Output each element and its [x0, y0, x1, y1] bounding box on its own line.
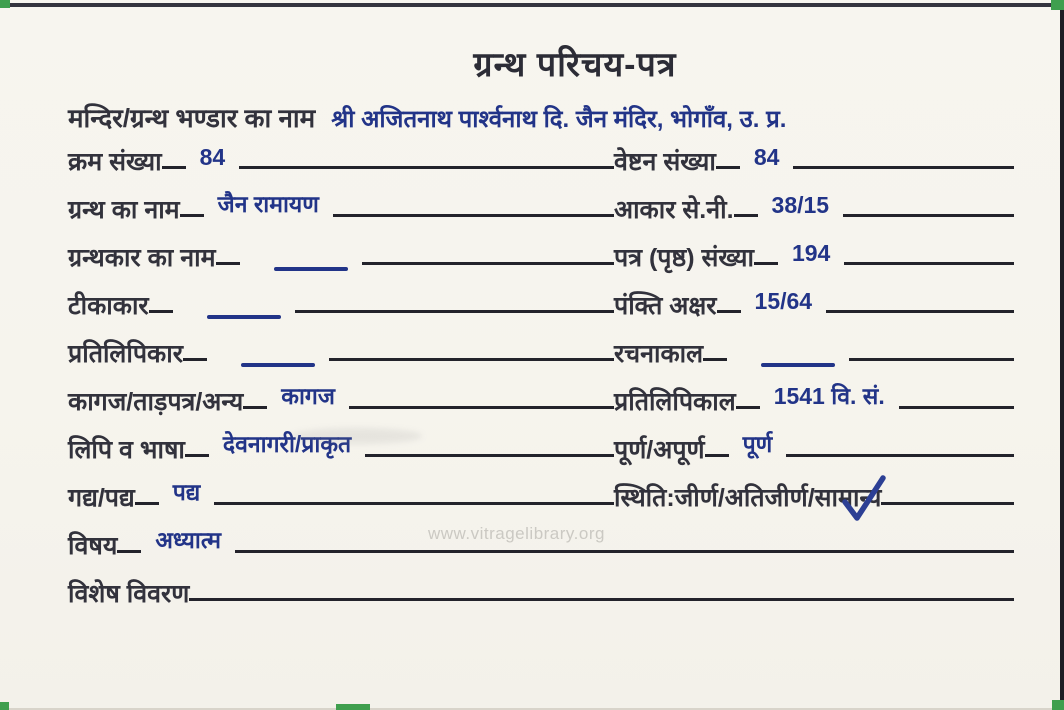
- rule-line: [881, 502, 1014, 505]
- scan-artifact-green: [0, 0, 10, 8]
- field-label: वेष्टन संख्या: [614, 147, 716, 176]
- field-row: [68, 466, 1014, 514]
- field-left: [68, 243, 614, 274]
- handwritten-dash: [241, 363, 315, 367]
- field-label: प्रतिलिपिकाल: [614, 387, 736, 416]
- field-label: पंक्ति अक्षर: [614, 291, 717, 320]
- rule-line: [826, 310, 1014, 313]
- rule-line: [734, 214, 758, 217]
- rule-line: [235, 550, 1014, 553]
- rule-line: [183, 358, 207, 361]
- field-label: आकार से.नी.: [614, 195, 734, 224]
- rule-line: [189, 598, 1014, 601]
- handwritten-dash: [274, 267, 348, 271]
- field-label: पत्र (पृष्ठ) संख्या: [614, 243, 754, 272]
- rule-line: [243, 406, 267, 409]
- field-left: [68, 475, 614, 514]
- scan-artifact-green: [336, 704, 370, 710]
- field-value: 15/64: [754, 288, 813, 314]
- field-row: [68, 226, 1014, 274]
- rule-line: [716, 166, 740, 169]
- field-left: [68, 291, 614, 322]
- rule-line: [717, 310, 741, 313]
- scan-edge-right: [1060, 0, 1064, 710]
- field-label: रचनाकाल: [614, 339, 704, 368]
- field-row: [68, 562, 1014, 610]
- field-right: [614, 379, 1014, 418]
- rule-line: [793, 166, 1014, 169]
- field-full: [68, 579, 1014, 610]
- field-left: [68, 339, 614, 370]
- rule-line: [295, 310, 614, 313]
- field-label: विशेष विवरण: [68, 579, 190, 608]
- rule-line: [333, 214, 614, 217]
- field-value: 1541 वि. सं.: [773, 383, 885, 409]
- rule-line: [843, 214, 1014, 217]
- rule-line: [786, 454, 1014, 457]
- field-row: [68, 322, 1014, 370]
- field-value: 194: [791, 240, 831, 266]
- field-value: अध्यात्म: [155, 527, 222, 553]
- scan-artifact-green: [0, 702, 9, 710]
- scan-artifact-green: [1051, 0, 1064, 10]
- field-left: [68, 379, 614, 418]
- field-label: लिपि व भाषा: [68, 435, 185, 464]
- handwritten-dash: [761, 363, 835, 367]
- field-right: [614, 144, 1014, 178]
- checkmark-icon: [841, 474, 887, 524]
- rule-line: [162, 166, 186, 169]
- field-left: [68, 187, 614, 226]
- field-label: विषय: [68, 531, 118, 560]
- rule-line: [239, 166, 614, 169]
- field-right: [614, 427, 1014, 466]
- field-value: 38/15: [771, 192, 830, 218]
- field-right: [614, 240, 1014, 274]
- scan-artifact-green: [1052, 700, 1064, 710]
- field-label: टीकाकार: [68, 291, 149, 320]
- field-label: मन्दिर/ग्रन्थ भण्डार का नाम: [68, 103, 316, 133]
- field-row: [68, 130, 1014, 178]
- field-right: [614, 339, 1014, 370]
- rule-line: [214, 502, 614, 505]
- field-value: 84: [199, 144, 226, 170]
- field-row: [68, 274, 1014, 322]
- rule-line: [705, 454, 729, 457]
- field-right: [614, 288, 1014, 322]
- rule-line: [349, 406, 614, 409]
- field-label: क्रम संख्या: [68, 147, 162, 176]
- field-value: श्री अजितनाथ पार्श्वनाथ दि. जैन मंदिर, भोगाँव, उ. प्र.: [331, 106, 787, 133]
- rule-line: [899, 406, 1014, 409]
- field-left: [68, 144, 614, 178]
- field-value: जैन रामायण: [217, 191, 319, 217]
- rule-line: [703, 358, 727, 361]
- field-row: [68, 418, 1014, 466]
- page-title: ग्रन्थ परिचय-पत्र: [473, 46, 677, 84]
- rule-line: [135, 502, 159, 505]
- rule-line: [216, 262, 240, 265]
- rule-line: [149, 310, 173, 313]
- watermark: www.vitragelibrary.org: [428, 524, 605, 543]
- field-right: [614, 483, 1014, 514]
- rule-line: [849, 358, 1014, 361]
- field-value: देवनागरी/प्राकृत: [222, 431, 352, 457]
- field-value: पूर्ण: [742, 431, 773, 457]
- field-value: 84: [753, 144, 780, 170]
- field-label: पूर्ण/अपूर्ण: [614, 435, 705, 464]
- rule-line: [754, 262, 778, 265]
- handwritten-dash: [207, 315, 281, 319]
- field-right: [614, 192, 1014, 226]
- rule-line: [329, 358, 614, 361]
- field-value: कागज: [281, 383, 335, 409]
- rule-line: [180, 214, 204, 217]
- rule-line: [117, 550, 141, 553]
- field-row: [68, 178, 1014, 226]
- field-row: [68, 370, 1014, 418]
- field-value: पद्य: [172, 479, 201, 505]
- smudge-artifact: [292, 428, 422, 444]
- rule-line: [362, 262, 614, 265]
- field-label: गद्य/पद्य: [68, 483, 135, 512]
- scan-edge-top: [8, 3, 1062, 7]
- field-label: ग्रन्थ का नाम: [68, 195, 180, 224]
- field-label: प्रतिलिपिकार: [68, 339, 183, 368]
- field-label: कागज/ताड़पत्र/अन्य: [68, 387, 244, 416]
- rule-line: [185, 454, 209, 457]
- rule-line: [844, 262, 1014, 265]
- field-label: स्थिति:जीर्ण/अतिजीर्ण/सामान्य: [614, 483, 881, 514]
- rule-line: [365, 454, 614, 457]
- rule-line: [736, 406, 760, 409]
- field-label: ग्रन्थकार का नाम: [68, 243, 216, 272]
